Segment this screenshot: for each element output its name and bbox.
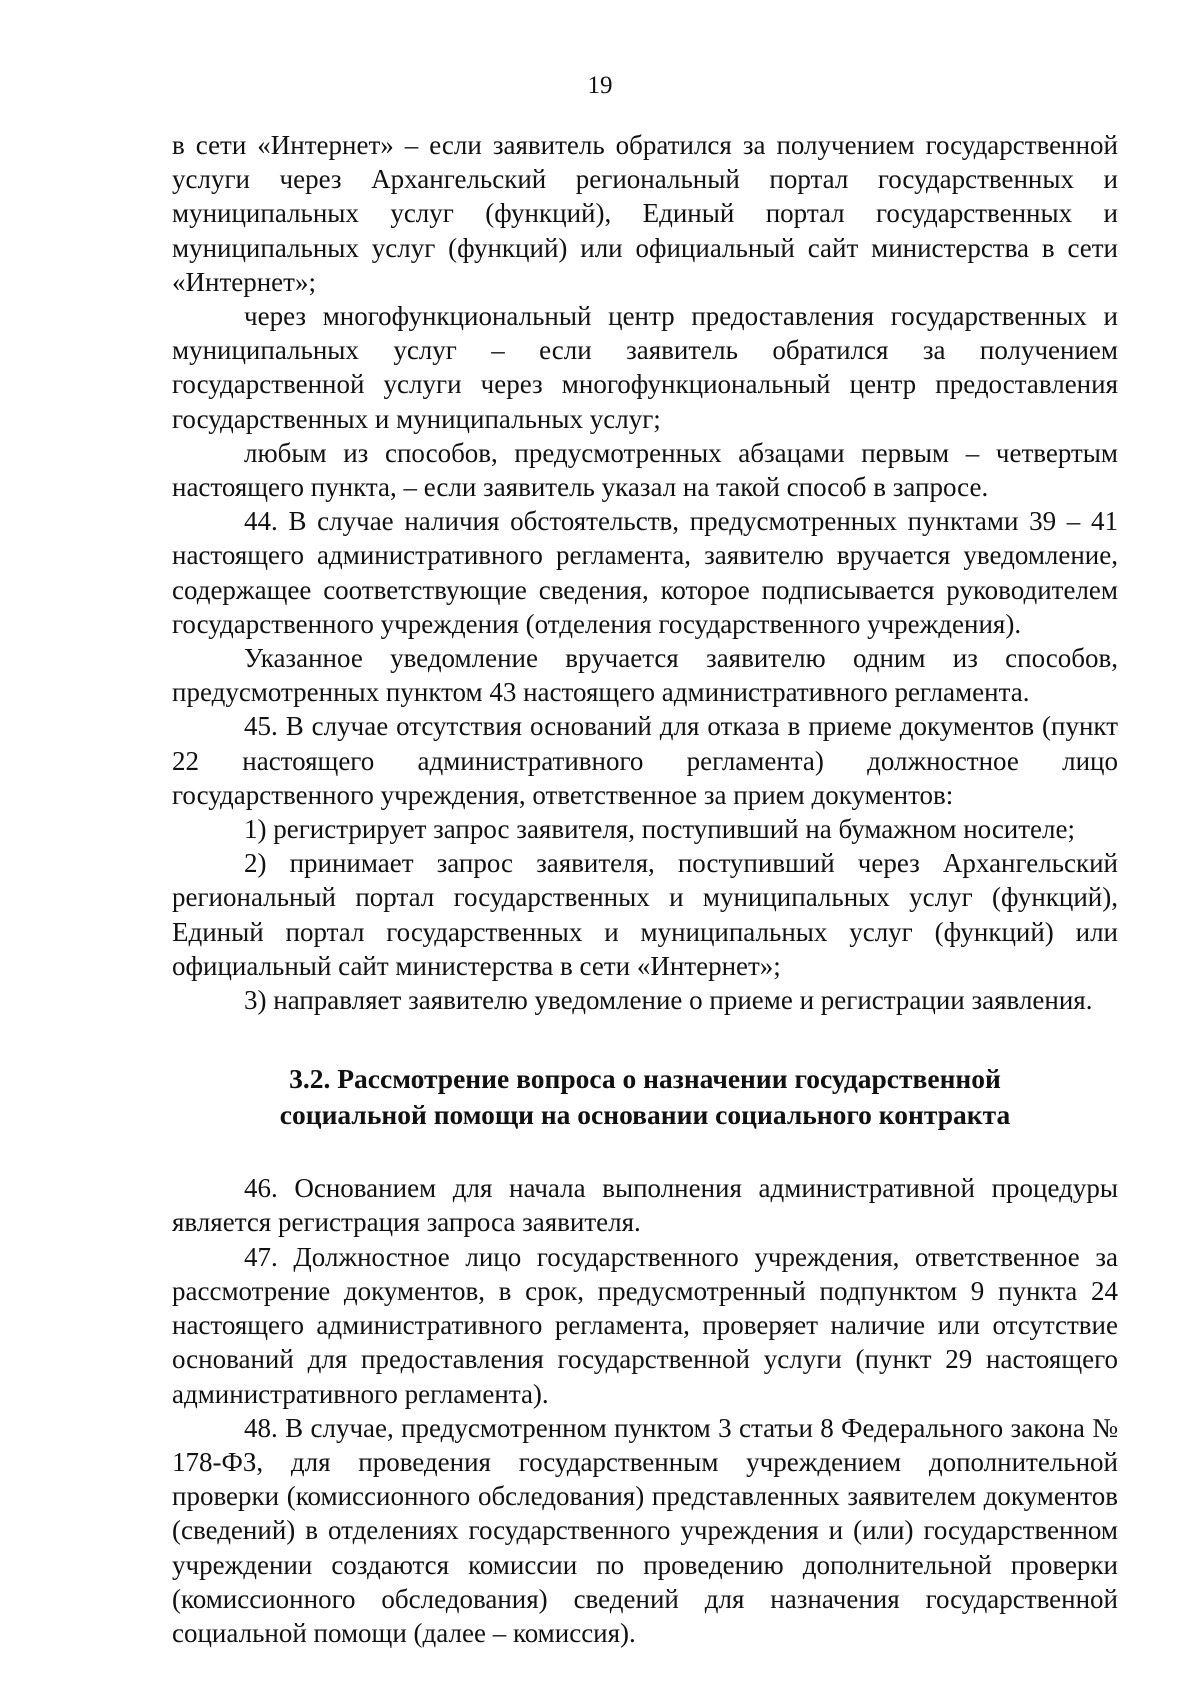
paragraph: любым из способов, предусмотренных абзацами первым – четвертым настоящего пункта, – если заявитель указал на такой способ в запросе. <box>172 437 1118 503</box>
paragraphs-after-heading <box>172 1171 1118 1650</box>
paragraph: в сети «Интернет» – если заявитель обратился за получением государственной услуги через Архангельский региональный портал государственных и муниципальных услуг (функций), Единый портал государственных и муниципальных услуг (функций) или официальный сайт министерства в сети «Интернет»; <box>172 130 1118 297</box>
paragraphs-before-heading <box>172 128 1118 1017</box>
paragraph: через многофункциональный центр предоставления государственных и муниципальных услуг – если заявитель обратился за получением государственной услуги через многофункциональный центр предоставления государственных и муниципальных услуг; <box>172 301 1118 434</box>
list-item: 1) регистрирует запрос заявителя, поступивший на бумажном носителе; <box>244 814 1076 845</box>
document-body <box>172 128 1118 1650</box>
page-number: 19 <box>587 72 613 99</box>
list-item: 2) принимает запрос заявителя, поступивший через Архангельский региональный портал государственных и муниципальных услуг (функций), Единый портал государственных и муниципальных услуг (функций) или официальный сайт министерства в сети «Интернет»; <box>172 848 1118 981</box>
paragraph: 48. В случае, предусмотренном пунктом 3 статьи 8 Федерального закона № 178-ФЗ, для проведения государственным учреждением дополнительной проверки (комиссионного обследования) представленных заявителем документов (сведений) в отделениях государственного учреждения и (или) государственном учреждении создаются комиссии по проведению дополнительной проверки (комиссионного обследования) сведений для назначения государственной социальной помощи (далее – комиссия). <box>172 1412 1118 1648</box>
paragraph: 46. Основанием для начала выполнения административной процедуры является регистрация запроса заявителя. <box>172 1173 1118 1238</box>
section-heading-line-2: социальной помощи на основании социального контракта <box>279 1099 1011 1131</box>
paragraph: 45. В случае отсутствия оснований для отказа в приеме документов (пункт 22 настоящего административного регламента) должностное лицо государственного учреждения, ответственное за прием документов: <box>172 711 1118 810</box>
paragraph: 47. Должностное лицо государственного учреждения, ответственное за рассмотрение документов, в срок, предусмотренный подпунктом 9 пункта 24 настоящего административного регламента, проверяет наличие или отсутствие оснований для предоставления государственной услуги (пункт 29 настоящего административного регламента). <box>172 1241 1118 1409</box>
paragraph: Указанное уведомление вручается заявителю одним из способов, предусмотренных пунктом 43 настоящего административного регламента. <box>172 643 1118 708</box>
section-heading <box>172 1061 1118 1133</box>
section-heading-line-1: 3.2. Рассмотрение вопроса о назначении государственной <box>289 1063 1001 1095</box>
list-item: 3) направляет заявителю уведомление о приеме и регистрации заявления. <box>244 985 1093 1016</box>
paragraph: 44. В случае наличия обстоятельств, предусмотренных пунктами 39 – 41 настоящего административного регламента, заявителю вручается уведомление, содержащее соответствующие сведения, которое подписывается руководителем государственного учреждения (отделения государственного учреждения). <box>172 506 1118 639</box>
